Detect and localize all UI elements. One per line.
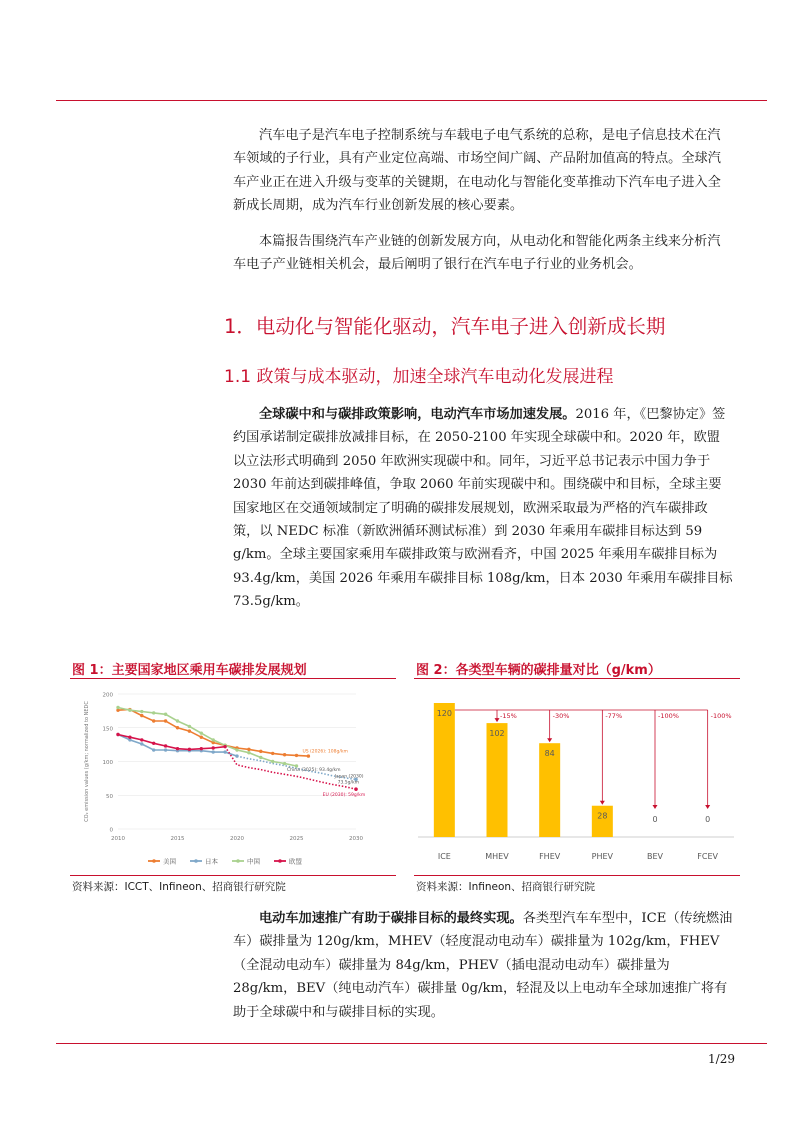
emission-by-vehicle-bar-chart [414,684,740,872]
category-label: FHEV [539,852,561,861]
data-point [259,756,262,759]
section-heading: 1．电动化与智能化驱动，汽车电子进入创新成长期 [224,315,666,338]
legend-label: 日本 [205,857,218,866]
annotation-label: US (2026): 108g/km [302,749,348,755]
data-point [176,726,179,729]
y-tick-label: 0 [109,827,113,834]
data-point [188,729,191,732]
data-point [188,725,191,728]
reduction-label: -77% [605,712,623,720]
figure-2-source: 资料来源：Infineon、招商银行研究院 [416,881,596,893]
legend-label: 中国 [247,857,260,866]
data-point [176,747,179,750]
data-point [152,719,155,722]
category-label: BEV [646,852,664,861]
bar-PHEV [592,806,613,837]
data-point [140,742,143,745]
x-tick-label: 2030 [349,836,363,842]
x-tick-label: 2015 [170,836,185,842]
data-point [152,742,155,745]
data-point [152,711,155,714]
y-tick-label: 50 [106,793,113,800]
figure-1-source: 资料来源：ICCT、Infineon、招商银行研究院 [72,881,286,893]
bar-ICE [434,703,455,837]
data-point [164,744,167,747]
bar-value-label: 0 [705,815,711,824]
category-label: ICE [437,852,451,861]
data-point [283,753,286,756]
bar-value-label: 0 [652,815,658,824]
figure-2-top-rule [414,678,740,679]
figure-2-title: 图 2：各类型车辆的碳排量对比（g/km） [416,663,661,678]
data-point [164,713,167,716]
legend-swatch-marker [152,859,156,863]
data-point [212,746,215,749]
data-point [164,719,167,722]
data-point [200,731,203,734]
data-point [140,710,143,713]
figure-1-top-rule [70,678,396,679]
bar-value-label: 28 [597,811,608,821]
bar-MHEV [487,723,508,837]
data-point [247,751,250,754]
data-point [152,748,155,751]
data-point [140,714,143,717]
data-point [259,750,262,753]
y-tick-label: 100 [102,760,113,766]
x-tick-label: 2025 [289,836,304,842]
data-point [128,736,131,739]
body-paragraph-1: 全球碳中和与碳排政策影响，电动汽车市场加速发展。2016 年，《巴黎协定》签约国承诺制定碳排放减排目标，在 2050-2100 年实现全球碳中和。2020 年，欧盟以立法形式明确到 2050 年欧洲实现碳中和。同年，习近平总书记表示中国力争于 2030 年前达到碳排峰值，争取 2060 年前实现碳中和。围绕碳中和目标，全球主要国家地区在交通领域制定了明确的碳排发展规划，欧洲采取最为严格的汽车碳排政策，以 NEDC 标准（新欧洲循环测试标准）到 2030 年乘用车碳排目标达到 59 g/km。全球主要国家乘用车碳排政策与欧洲看齐，中国 2025 年乘用车碳排目标为 93.4g/km，美国 2026 年乘用车碳排目标 108g/km，日本 2030 年乘用车碳排目标 73.5g/km。 [233,407,733,610]
reduction-arrow-head [705,805,710,809]
data-point [223,750,226,753]
data-point [212,738,215,741]
legend-swatch-marker [236,859,240,863]
data-point [283,762,286,765]
intro-paragraph-2: 本篇报告围绕汽车产业链的创新发展方向，从电动化和智能化两条主线来分析汽车电子产业链相关机会，最后阐明了银行在汽车电子行业的业务机会。 [233,234,721,273]
body-paragraph-2: 电动车加速推广有助于碳排目标的最终实现。各类型汽车车型中，ICE（传统燃油车）碳排量为 120g/km，MHEV（轻度混动电动车）碳排量为 102g/km，FHEV（全混动电动车）碳排量为 84g/km，PHEV（插电混动电动车）碳排量为 28g/km，BEV（纯电动汽车）碳排量 0g/km，轻混及以上电动车全球加速推广将有助于全球碳中和与碳排目标的实现。 [233,911,733,1020]
legend-label: 欧盟 [289,857,302,866]
footer-rule [56,1043,767,1044]
figure-1-title: 图 1：主要国家地区乘用车碳排发展规划 [72,663,307,678]
data-point [212,750,215,753]
figure-2-bottom-rule [414,875,740,876]
reduction-arrow-head [547,738,552,742]
legend-label: 美国 [163,857,176,866]
data-point [295,754,298,757]
subsection-heading: 1.1 政策与成本驱动，加速全球汽车电动化发展进程 [224,367,614,387]
figure-1-bottom-rule [70,875,396,876]
data-point [140,738,143,741]
page-number: 1/29 [708,1052,735,1066]
bar-value-label: 84 [544,749,555,759]
lead-sentence: 电动车加速推广有助于碳排目标的最终实现。 [259,911,523,926]
y-axis-label: CO₂ emission values (g/km; normalized to NEDC [84,701,90,822]
reduction-label: -100% [658,712,679,720]
data-point [200,736,203,739]
category-label: FCEV [697,852,719,861]
legend-swatch-marker [194,859,198,863]
intro-paragraph-1: 汽车电子是汽车电子控制系统与车载电子电气系统的总称，是电子信息技术在汽车领域的子行业，具有产业定位高端、市场空间广阔、产品附加值高的特点。全球汽车产业正在进入升级与变革的关键期，在电动化与智能化变革推动下汽车电子进入全新成长周期，成为汽车行业创新发展的核心要素。 [233,128,721,214]
annotation-label: EU (2030): 59g/km [322,792,366,798]
category-label: MHEV [485,852,509,861]
data-point [271,752,274,755]
target-end-point [354,787,358,791]
x-tick-label: 2020 [230,836,244,842]
bar-value-label: 120 [436,709,452,718]
data-point [307,754,310,757]
data-point [176,719,179,722]
data-point [200,747,203,750]
data-point [235,748,238,751]
x-tick-label: 2010 [111,836,125,842]
category-label: PHEV [591,852,614,861]
data-point [247,748,250,751]
y-tick-label: 200 [102,692,113,699]
annotation-label: Japan (2030) 73.5g/km [334,774,364,786]
y-tick-label: 150 [102,726,113,733]
lead-sentence: 全球碳中和与碳排政策影响，电动汽车市场加速发展。 [259,407,576,422]
data-point [116,706,119,709]
reduction-label: -100% [710,712,732,720]
emission-policy-line-chart [70,684,396,872]
data-point [116,733,119,736]
reduction-label: -15% [500,712,517,720]
header-rule [56,100,767,101]
data-point [128,709,131,712]
data-point [164,748,167,751]
reduction-arrow-head [600,801,605,805]
legend-swatch-marker [278,859,282,863]
data-point [271,760,274,763]
bar-value-label: 102 [489,729,505,739]
reduction-label: -30% [552,712,570,720]
reduction-arrow-head [653,805,658,809]
data-point [188,748,191,751]
reduction-arrow-head [495,718,500,722]
annotation-label: China (2025): 93.4g/km [286,767,341,773]
